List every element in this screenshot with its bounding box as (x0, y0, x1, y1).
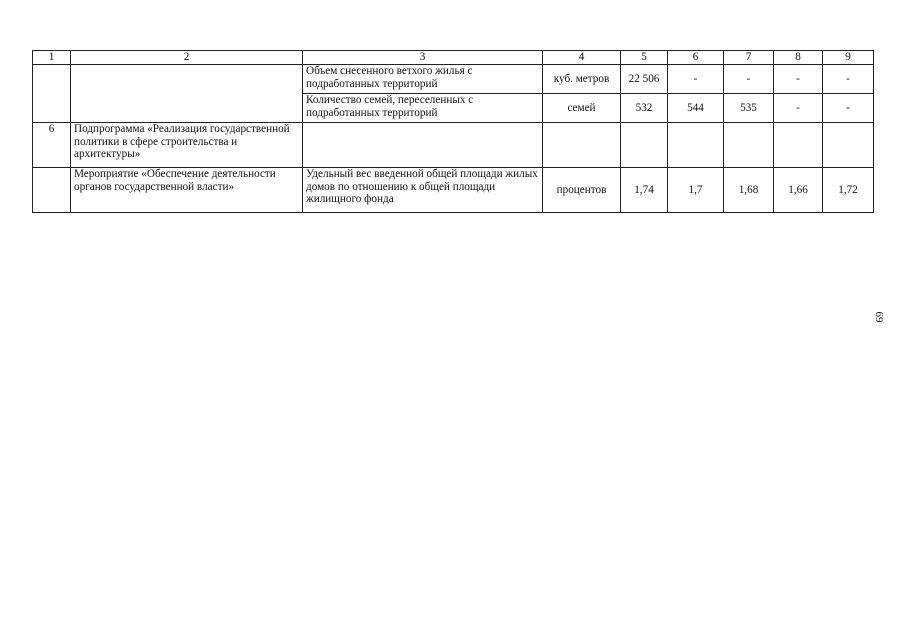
indicators-table (32, 50, 874, 213)
header-cell-7: 7 (724, 51, 774, 65)
value-cell-6: - (668, 65, 724, 94)
row-number-cell (33, 168, 71, 213)
value-cell-9: - (823, 94, 874, 123)
indicator-cell: Объем снесенного ветхого жилья с подработанных территорий (303, 65, 543, 94)
header-cell-1: 1 (33, 51, 71, 65)
value-cell-5: 1,74 (621, 168, 668, 213)
unit-cell: куб. метров (543, 65, 621, 94)
value-cell-5 (621, 123, 668, 168)
header-cell-6: 6 (668, 51, 724, 65)
indicator-cell: Количество семей, переселенных с подработанных территорий (303, 94, 543, 123)
value-cell-7 (724, 123, 774, 168)
indicator-cell (303, 123, 543, 168)
value-cell-5: 532 (621, 94, 668, 123)
value-cell-6: 544 (668, 94, 724, 123)
value-cell-9: - (823, 65, 874, 94)
table-row (33, 65, 874, 94)
header-cell-2: 2 (71, 51, 303, 65)
table-header-row (33, 51, 874, 65)
program-cell (71, 65, 303, 123)
value-cell-9 (823, 123, 874, 168)
header-cell-5: 5 (621, 51, 668, 65)
value-cell-7: 535 (724, 94, 774, 123)
value-cell-7: - (724, 65, 774, 94)
table-row (33, 168, 874, 213)
program-cell: Подпрограмма «Реализация государственной политики в сфере строительства и архитектуры» (71, 123, 303, 168)
value-cell-9: 1,72 (823, 168, 874, 213)
unit-cell: процентов (543, 168, 621, 213)
row-number-cell: 6 (33, 123, 71, 168)
row-number-cell (33, 65, 71, 123)
table-row (33, 123, 874, 168)
value-cell-8 (774, 123, 823, 168)
header-cell-3: 3 (303, 51, 543, 65)
program-cell: Мероприятие «Обеспечение деятельности органов государственной власти» (71, 168, 303, 213)
value-cell-6 (668, 123, 724, 168)
unit-cell (543, 123, 621, 168)
page-number: 69 (873, 311, 885, 323)
value-cell-7: 1,68 (724, 168, 774, 213)
unit-cell: семей (543, 94, 621, 123)
header-cell-4: 4 (543, 51, 621, 65)
indicator-cell: Удельный вес введенной общей площади жилых домов по отношению к общей площади жилищного фонда (303, 168, 543, 213)
value-cell-5: 22 506 (621, 65, 668, 94)
header-cell-8: 8 (774, 51, 823, 65)
value-cell-8: 1,66 (774, 168, 823, 213)
value-cell-8: - (774, 65, 823, 94)
value-cell-8: - (774, 94, 823, 123)
value-cell-6: 1,7 (668, 168, 724, 213)
header-cell-9: 9 (823, 51, 874, 65)
